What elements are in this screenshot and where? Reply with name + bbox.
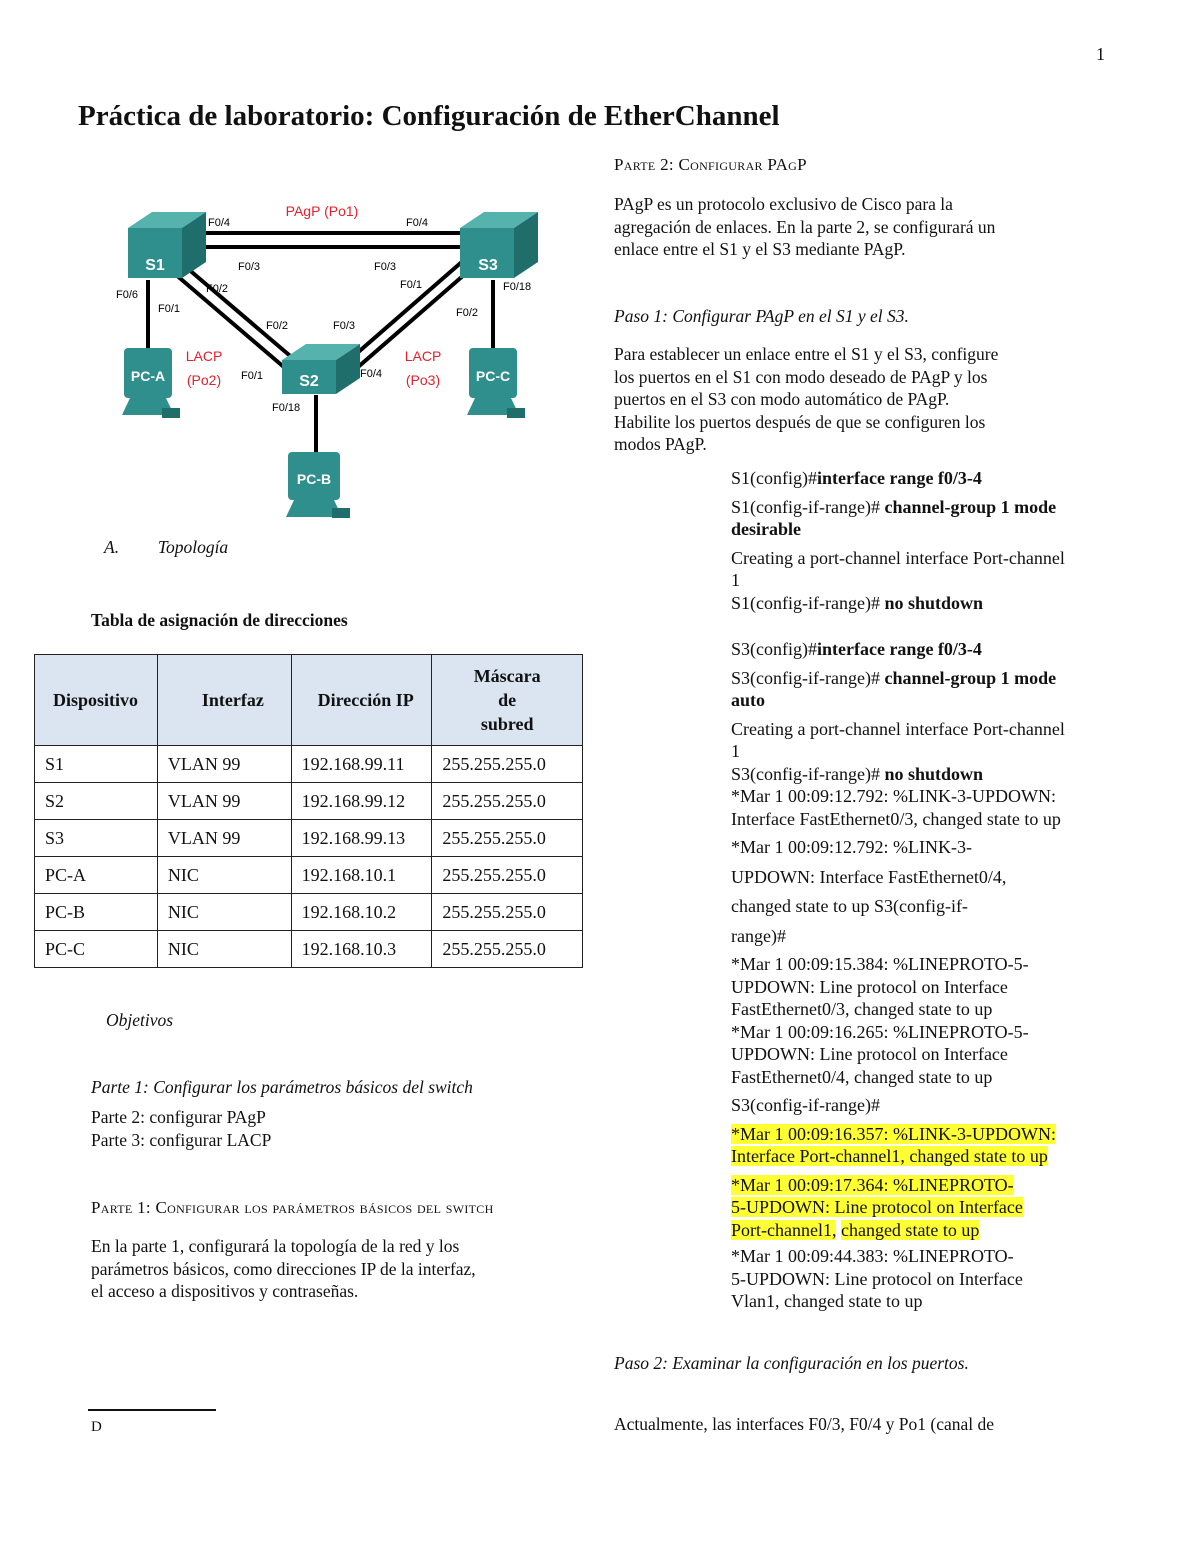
- header-line: de: [498, 690, 517, 710]
- cli-line: [731, 1174, 1111, 1197]
- cli-line: [731, 1219, 1111, 1242]
- port-label: F0/3: [374, 261, 397, 273]
- cli-line: [731, 467, 1111, 490]
- text-line: enlace entre el S1 y el S3 mediante PAgP.: [614, 239, 906, 259]
- caption-letter: A.: [104, 537, 120, 557]
- cli-line: [731, 496, 1111, 519]
- switch-s2: [282, 344, 360, 394]
- port-label: F0/4: [406, 217, 429, 229]
- prompt: S1(config-if-range)#: [731, 496, 880, 517]
- page-title: Práctica de laboratorio: Configuración de EtherChannel: [78, 100, 780, 132]
- table-cell: 255.255.255.0: [432, 746, 583, 783]
- command: interface range f0/3-4: [816, 468, 982, 488]
- text-line: modos PAgP.: [614, 434, 707, 454]
- command: no shutdown: [879, 592, 984, 613]
- header-line: Máscara: [473, 666, 541, 686]
- pc-b: [286, 452, 350, 518]
- pc-label: PC-C: [475, 368, 511, 384]
- cli-line: [731, 667, 1111, 690]
- table-cell: 192.168.10.1: [291, 857, 432, 894]
- cli-line: changed state to up S3(config-if-: [731, 896, 968, 916]
- cli-line: [731, 689, 1111, 712]
- cli-line: Interface FastEthernet0/3, changed state to up: [731, 808, 1061, 829]
- table-row: [35, 931, 583, 968]
- command: channel-group 1 mode: [879, 667, 1057, 688]
- table-cell: 192.168.10.2: [291, 894, 432, 931]
- table-header: Interfaz: [157, 655, 291, 746]
- port-label: F0/1: [400, 279, 423, 291]
- table-cell: 192.168.99.11: [291, 746, 432, 783]
- pc-c: [467, 348, 525, 418]
- objectives-heading: Objetivos: [106, 1010, 174, 1030]
- text-line: el acceso a dispositivos y contraseñas.: [91, 1281, 359, 1301]
- table-cell: 192.168.10.3: [291, 931, 432, 968]
- switch-label: S1: [145, 257, 165, 274]
- cli-line: FastEthernet0/3, changed state to up: [731, 999, 993, 1019]
- text-line: Para establecer un enlace entre el S1 y el S3, configure: [614, 344, 999, 364]
- cli-line: UPDOWN: Interface FastEthernet0/4,: [731, 866, 1007, 887]
- port-label: F0/2: [266, 320, 289, 332]
- table-cell: 255.255.255.0: [432, 857, 583, 894]
- table-title: Tabla de asignación de direcciones: [91, 610, 348, 630]
- caption-text: Topología: [157, 537, 229, 557]
- highlighted-text: 5-UPDOWN: Line protocol on Interface: [731, 1197, 1023, 1217]
- step1-heading: Paso 1: Configurar PAgP en el S1 y el S3.: [614, 306, 909, 326]
- highlighted-text: *Mar 1 00:09:17.364: %LINEPROTO-: [731, 1174, 1014, 1195]
- cli-line: *Mar 1 00:09:15.384: %LINEPROTO-5-: [731, 954, 1029, 974]
- cli-line: range)#: [731, 925, 786, 946]
- text-line: parámetros básicos, como direcciones IP de la interfaz,: [91, 1258, 476, 1279]
- table-cell: S1: [35, 746, 158, 783]
- cli-line: Creating a port-channel interface Port-channel: [731, 547, 1065, 568]
- text-line: agregación de enlaces. En la parte 2, se configurará un: [614, 216, 996, 237]
- command: interface range f0/3-4: [816, 639, 982, 659]
- page-number: 1: [1096, 44, 1105, 64]
- cli-line: *Mar 1 00:09:16.265: %LINEPROTO-5-: [731, 1021, 1029, 1042]
- pc-a: [122, 348, 180, 418]
- group-label-pagp: PAgP (Po1): [285, 203, 359, 219]
- cli-line: 5-UPDOWN: Line protocol on Interface: [731, 1268, 1023, 1289]
- prompt: S3(config-if-range)#: [731, 763, 880, 784]
- table-cell: VLAN 99: [157, 746, 291, 783]
- table-header: Dirección IP: [291, 655, 432, 746]
- objective-part3: Parte 3: configurar LACP: [91, 1130, 272, 1150]
- cli-line: [731, 1123, 1111, 1146]
- table-row: [35, 783, 583, 820]
- table-row: [35, 894, 583, 931]
- port-label: F0/1: [241, 370, 264, 382]
- table-cell: S3: [35, 820, 158, 857]
- prompt: S1(config-if-range)#: [731, 592, 880, 613]
- table-row: [35, 820, 583, 857]
- port-label: F0/3: [333, 320, 356, 332]
- cli-line: S3(config-if-range)#: [731, 1095, 880, 1115]
- port-label: F0/4: [360, 368, 383, 380]
- text-line: Habilite los puertos después de que se configuren los: [614, 411, 986, 432]
- part1-heading: Parte 1: Configurar los parámetros básicos del switch: [91, 1198, 494, 1217]
- text-line: PAgP es un protocolo exclusivo de Cisco para la: [614, 194, 953, 214]
- table-cell: 255.255.255.0: [432, 931, 583, 968]
- cli-line: [731, 1145, 1111, 1168]
- table-header-row: [35, 655, 583, 746]
- footnote-separator: [88, 1409, 216, 1411]
- cli-output: [731, 467, 1111, 1313]
- cli-line: [731, 1196, 1111, 1219]
- port-label: F0/6: [116, 289, 139, 301]
- objective-part1: Parte 1: Configurar los parámetros básicos del switch: [91, 1077, 473, 1097]
- cli-line: 1: [731, 741, 740, 761]
- cli-line: *Mar 1 00:09:12.792: %LINK-3-: [731, 837, 972, 857]
- cli-line: *Mar 1 00:09:44.383: %LINEPROTO-: [731, 1246, 1014, 1266]
- cli-line: UPDOWN: Line protocol on Interface: [731, 976, 1008, 997]
- table-cell: NIC: [157, 857, 291, 894]
- table-cell: PC-C: [35, 931, 158, 968]
- switch-label: S2: [299, 373, 319, 390]
- command: no shutdown: [879, 763, 984, 784]
- table-cell: S2: [35, 783, 158, 820]
- text-line: En la parte 1, configurará la topología de la red y los: [91, 1236, 460, 1256]
- switch-s3: [460, 212, 538, 278]
- table-cell: VLAN 99: [157, 820, 291, 857]
- table-cell: 192.168.99.13: [291, 820, 432, 857]
- step2-heading: Paso 2: Examinar la configuración en los puertos.: [614, 1353, 969, 1373]
- cli-line: 1: [731, 570, 740, 590]
- table-cell: 255.255.255.0: [432, 894, 583, 931]
- prompt: S3(config-if-range)#: [731, 667, 880, 688]
- table-header: Dispositivo: [35, 655, 158, 746]
- cli-line: [731, 638, 1111, 661]
- cli-line: Vlan1, changed state to up: [731, 1291, 923, 1311]
- group-label-lacp-right: LACP: [404, 348, 442, 364]
- port-label: F0/4: [208, 217, 231, 229]
- objective-part2: Parte 2: configurar PAgP: [91, 1107, 266, 1127]
- closing-line: Actualmente, las interfaces F0/3, F0/4 y Po1 (canal de: [614, 1414, 995, 1434]
- prompt: S3(config)#: [731, 639, 817, 659]
- table-row: [35, 746, 583, 783]
- cli-line: UPDOWN: Line protocol on Interface: [731, 1044, 1008, 1064]
- table-cell: 255.255.255.0: [432, 783, 583, 820]
- table-row: [35, 857, 583, 894]
- switch-s1: [128, 212, 206, 278]
- part2-heading: Parte 2: Configurar PAgP: [614, 155, 807, 174]
- step1-paragraph: [614, 343, 998, 456]
- header-line: subred: [480, 714, 534, 734]
- port-label: F0/1: [158, 303, 181, 315]
- footnote: D: [91, 1419, 102, 1435]
- group-label-po2: (Po2): [186, 372, 222, 388]
- cli-line: Creating a port-channel interface Port-channel: [731, 718, 1065, 739]
- cli-line: [731, 763, 1111, 786]
- table-cell: 192.168.99.12: [291, 783, 432, 820]
- address-table: [34, 654, 583, 968]
- part1-paragraph: [91, 1235, 476, 1303]
- cli-line: [731, 518, 1111, 541]
- port-label: F0/18: [503, 281, 532, 293]
- table-cell: NIC: [157, 931, 291, 968]
- highlighted-text: changed state to up: [840, 1219, 980, 1240]
- pc-label: PC-B: [296, 471, 332, 487]
- group-label-po3: (Po3): [405, 372, 441, 388]
- table-cell: NIC: [157, 894, 291, 931]
- port-label: F0/2: [456, 307, 479, 319]
- group-label-lacp-left: LACP: [185, 348, 223, 364]
- highlighted-text: *Mar 1 00:09:16.357: %LINK-3-UPDOWN:: [731, 1123, 1056, 1144]
- table-cell: 255.255.255.0: [432, 820, 583, 857]
- table-cell: PC-A: [35, 857, 158, 894]
- table-cell: VLAN 99: [157, 783, 291, 820]
- command: auto: [731, 690, 766, 710]
- prompt: S1(config)#: [731, 468, 817, 488]
- figure-caption: [104, 537, 228, 558]
- port-label: F0/2: [206, 283, 229, 295]
- cli-line: *Mar 1 00:09:12.792: %LINK-3-UPDOWN:: [731, 786, 1056, 806]
- command: desirable: [731, 519, 801, 539]
- part2-intro: [614, 193, 995, 261]
- cli-line: FastEthernet0/4, changed state to up: [731, 1066, 993, 1087]
- text-line: los puertos en el S1 con modo deseado de PAgP y los: [614, 366, 988, 387]
- table-cell: PC-B: [35, 894, 158, 931]
- pc-label: PC-A: [130, 368, 166, 384]
- table-header-mask: [432, 655, 583, 746]
- port-label: F0/18: [272, 402, 301, 414]
- text-line: puertos en el S3 con modo automático de PAgP.: [614, 389, 950, 409]
- highlighted-text: Interface Port-channel1, changed state to up: [731, 1146, 1048, 1166]
- switch-label: S3: [478, 257, 498, 274]
- topology-diagram: [100, 190, 560, 535]
- cli-line: [731, 592, 1111, 615]
- command: channel-group 1 mode: [879, 496, 1057, 517]
- highlighted-text: Port-channel1,: [731, 1219, 837, 1240]
- port-label: F0/3: [238, 261, 261, 273]
